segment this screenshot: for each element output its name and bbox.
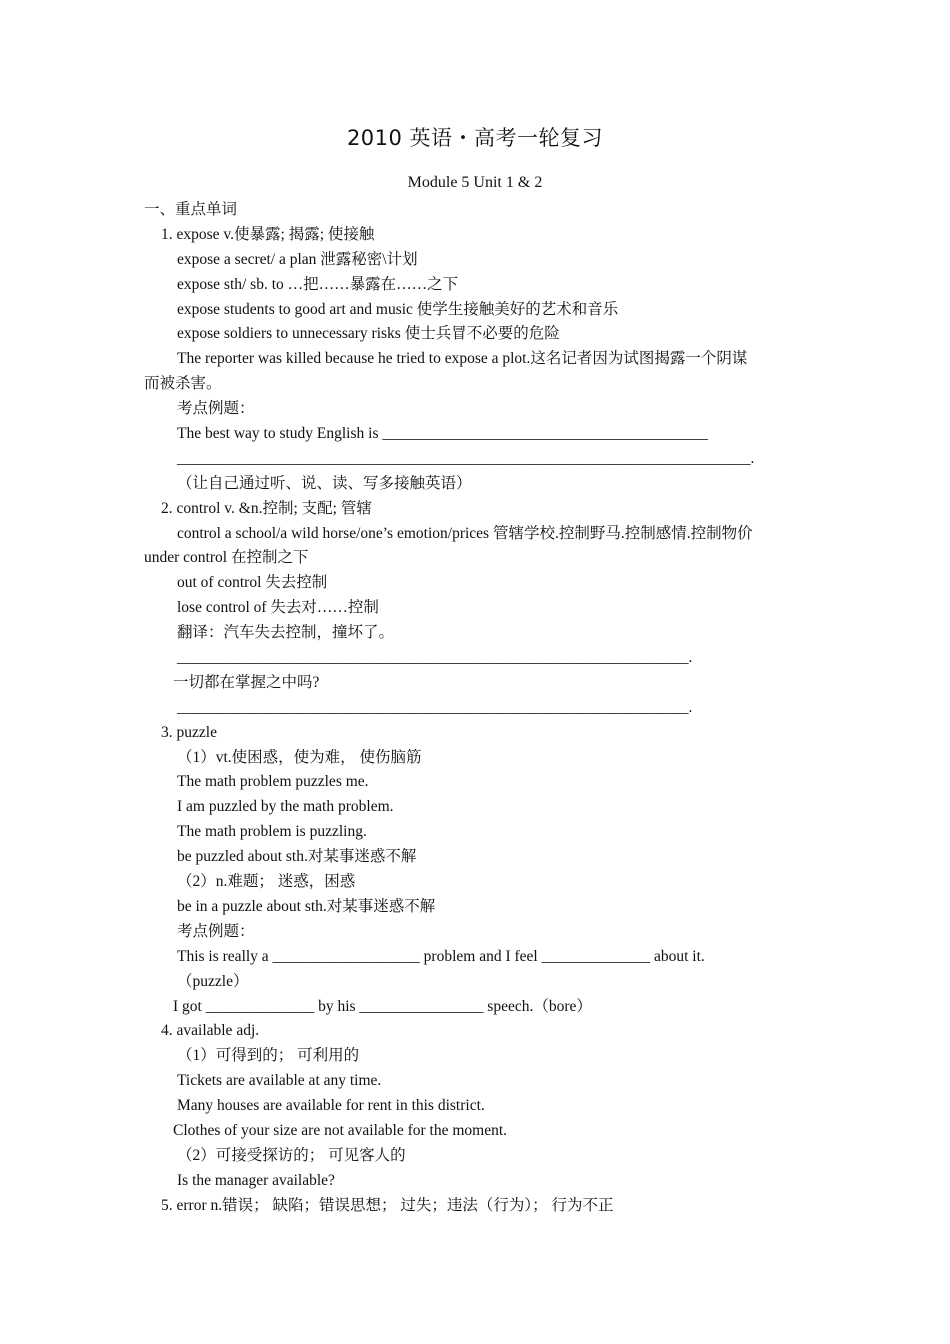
- text-line: （puzzle）: [177, 972, 249, 990]
- text-line: __________________________________________________________________________.: [177, 449, 755, 467]
- text-line: Tickets are available at any time.: [177, 1072, 382, 1090]
- page-subtitle: Module 5 Unit 1 & 2: [407, 174, 543, 191]
- text-line: be in a puzzle about sth.对某事迷惑不解: [177, 897, 436, 915]
- document-body: [144, 198, 814, 1219]
- text-line: 而被杀害。: [144, 375, 222, 393]
- text-line: lose control of 失去对……控制: [177, 599, 379, 617]
- text-line: The reporter was killed because he tried to expose a plot.这名记者因为试图揭露一个阴谋: [177, 350, 748, 368]
- text-line: Clothes of your size are not available for the moment.: [173, 1121, 508, 1139]
- text-line: 3. puzzle: [161, 723, 217, 741]
- text-line: __________________________________________________________________.: [177, 698, 693, 716]
- text-line: The math problem is puzzling.: [177, 823, 367, 841]
- text-line: （1）可得到的； 可利用的: [177, 1047, 360, 1065]
- text-line: control a school/a wild horse/one’s emotion/prices 管辖学校.控制野马.控制感情.控制物价: [177, 524, 753, 542]
- text-line: expose a secret/ a plan 泄露秘密\计划: [177, 250, 418, 268]
- text-line: 5. error n.错误； 缺陷；错误思想； 过失；违法（行为）； 行为不正: [161, 1196, 614, 1214]
- text-line: expose sth/ sb. to …把……暴露在……之下: [177, 275, 459, 293]
- text-line: 一切都在掌握之中吗?: [173, 673, 320, 691]
- text-line: 4. available adj.: [161, 1022, 260, 1040]
- text-line: expose soldiers to unnecessary risks 使士兵冒不必要的危险: [177, 325, 560, 343]
- text-line: 1. expose v.使暴露; 揭露; 使接触: [161, 225, 375, 243]
- page-title: 2010 英语・高考一轮复习: [346, 126, 604, 150]
- text-line: （2）n.难题； 迷惑，困惑: [177, 873, 356, 891]
- text-line: 翻译：汽车失去控制，撞坏了。: [177, 624, 395, 642]
- text-line: under control 在控制之下: [144, 549, 309, 567]
- text-line: Many houses are available for rent in this district.: [177, 1097, 485, 1115]
- text-line: （2）可接受探访的； 可见客人的: [177, 1146, 406, 1164]
- text-line: I got ______________ by his ________________ speech.（bore）: [173, 997, 592, 1015]
- text-line: The best way to study English is __________________________________________: [177, 425, 708, 443]
- text-line: Is the manager available?: [177, 1171, 335, 1189]
- text-line: __________________________________________________________________.: [177, 649, 693, 667]
- text-line: expose students to good art and music 使学生接触美好的艺术和音乐: [177, 300, 619, 318]
- text-line: 2. control v. &n.控制; 支配; 管辖: [161, 499, 372, 517]
- text-line: 考点例题：: [177, 922, 255, 940]
- text-line: be puzzled about sth.对某事迷惑不解: [177, 848, 417, 866]
- text-line: 一、重点单词: [144, 201, 238, 218]
- text-line: （1）vt.使困惑，使为难， 使伤脑筋: [177, 748, 422, 766]
- text-line: This is really a ___________________ problem and I feel ______________ about it.: [177, 947, 705, 965]
- text-line: 考点例题：: [177, 400, 255, 418]
- text-line: I am puzzled by the math problem.: [177, 798, 394, 816]
- text-line: out of control 失去控制: [177, 574, 328, 592]
- text-line: The math problem puzzles me.: [177, 773, 369, 791]
- text-line: （让自己通过听、说、读、写多接触英语）: [177, 474, 472, 492]
